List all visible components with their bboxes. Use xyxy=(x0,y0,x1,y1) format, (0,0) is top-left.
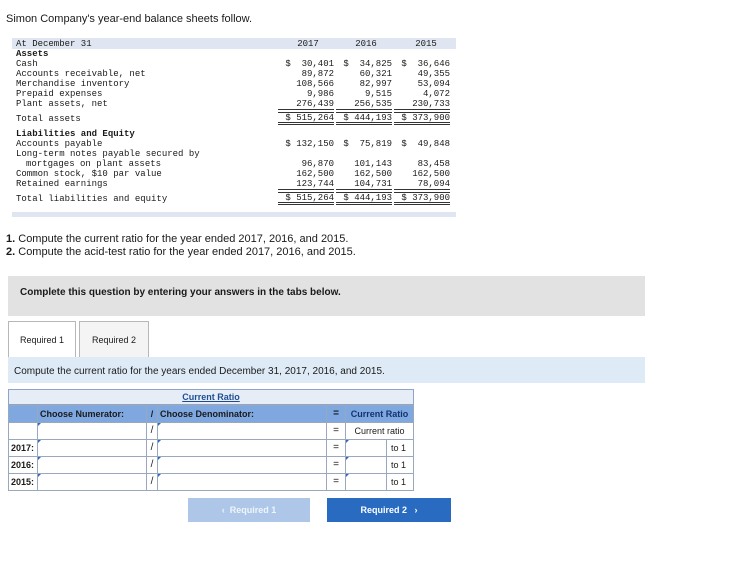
slash: / xyxy=(146,456,158,474)
value: 162,500 xyxy=(296,169,334,179)
row-label: Common stock, $10 par value xyxy=(16,169,162,179)
assets-heading: Assets xyxy=(16,49,49,59)
year-label-2015: 2015: xyxy=(11,477,35,487)
equals: = xyxy=(326,473,346,491)
slash-header: / xyxy=(146,405,158,423)
row-merchandise-inventory xyxy=(12,79,456,89)
value: 276,439 xyxy=(278,99,334,110)
row-total-liabilities xyxy=(12,192,456,206)
equals: = xyxy=(326,422,346,440)
row-common-stock xyxy=(12,169,456,179)
value: 101,143 xyxy=(354,159,392,169)
header-label: At December 31 xyxy=(16,39,92,49)
balance-sheet-footer-bar xyxy=(12,212,456,217)
row-prepaid-expenses xyxy=(12,89,456,99)
value: 162,500 xyxy=(354,169,392,179)
row-label: Prepaid expenses xyxy=(16,89,103,99)
to1-cell xyxy=(386,456,414,474)
value: 60,321 xyxy=(359,69,392,79)
year-cell-2016 xyxy=(8,456,38,474)
prev-button-label: Required 1 xyxy=(229,505,277,515)
row-long-term-notes xyxy=(12,149,456,159)
grid-title: Current Ratio xyxy=(8,389,414,405)
row-plant-assets xyxy=(12,99,456,109)
liabilities-heading: Liabilities and Equity xyxy=(16,129,135,139)
value: 230,733 xyxy=(394,99,450,110)
row-label: Accounts payable xyxy=(16,139,103,149)
value: 53,094 xyxy=(417,79,450,89)
value: $ 515,264 xyxy=(278,192,334,205)
row-cash xyxy=(12,59,456,69)
row-label: Long-term notes payable secured by xyxy=(16,149,200,159)
year-cell-2015 xyxy=(8,473,38,491)
value: 78,094 xyxy=(394,179,450,190)
row-total-assets xyxy=(12,112,456,126)
year-2016: 2016 xyxy=(355,39,377,49)
numerator-input-2016[interactable] xyxy=(37,456,147,474)
slash: / xyxy=(146,473,158,491)
question-2 xyxy=(6,246,356,258)
to1-cell xyxy=(386,473,414,491)
value: 104,731 xyxy=(336,179,392,190)
row-accounts-payable xyxy=(12,139,456,149)
numerator-input-2015[interactable] xyxy=(37,473,147,491)
tab-required-1[interactable]: Required 1 xyxy=(8,321,76,358)
value: 9,515 xyxy=(364,89,392,99)
numerator-header: Choose Numerator: xyxy=(37,405,147,423)
row-label: Cash xyxy=(16,59,38,69)
row-label: Total assets xyxy=(16,114,81,124)
complete-banner-text: Complete this question by entering your answers in the tabs below. xyxy=(20,287,341,298)
ratio-input-2016[interactable] xyxy=(345,456,387,474)
chevron-left-icon: ‹ xyxy=(221,505,225,515)
year-cell-2017 xyxy=(8,439,38,457)
to1-cell xyxy=(386,439,414,457)
intro-text: Simon Company's year-end balance sheets follow. xyxy=(6,13,253,25)
row-label: Total liabilities and equity xyxy=(16,194,168,204)
year-label-2017: 2017: xyxy=(11,443,35,453)
row-label: Retained earnings xyxy=(16,179,108,189)
value: $ 132,150 xyxy=(285,139,334,149)
denominator-input-2015[interactable] xyxy=(157,473,327,491)
value: $ 49,848 xyxy=(401,139,450,149)
tab-required-2[interactable]: Required 2 xyxy=(79,321,149,358)
header-blank xyxy=(8,405,38,423)
value: 83,458 xyxy=(417,159,450,169)
value: 4,072 xyxy=(422,89,450,99)
row-accounts-receivable xyxy=(12,69,456,79)
next-required-2-button[interactable] xyxy=(327,498,451,522)
instruction-text: Compute the current ratio for the years ended December 31, 2017, 2016, and 2015. xyxy=(14,366,385,377)
question-1-number: 1. xyxy=(6,233,16,245)
to1-label: to 1 xyxy=(391,477,407,487)
ratio-input-2015[interactable] xyxy=(345,473,387,491)
complete-banner xyxy=(8,276,645,316)
value: $ 515,264 xyxy=(278,112,334,125)
year-2015: 2015 xyxy=(415,39,437,49)
question-1 xyxy=(6,233,348,245)
result-subheader: Current ratio xyxy=(345,422,414,440)
instruction-bar xyxy=(8,357,645,383)
slash: / xyxy=(146,422,158,440)
question-2-number: 2. xyxy=(6,246,16,258)
row-label: Plant assets, net xyxy=(16,99,108,109)
slash: / xyxy=(146,439,158,457)
value: 123,744 xyxy=(278,179,334,190)
equals-header: = xyxy=(326,405,346,423)
value: $ 373,900 xyxy=(394,192,450,205)
equals: = xyxy=(326,439,346,457)
prev-required-1-button[interactable] xyxy=(188,498,310,522)
numerator-label-input[interactable] xyxy=(37,422,147,440)
denominator-header: Choose Denominator: xyxy=(157,405,327,423)
value: 9,986 xyxy=(306,89,334,99)
value: 108,566 xyxy=(296,79,334,89)
to1-label: to 1 xyxy=(391,460,407,470)
value: 162,500 xyxy=(412,169,450,179)
value: $ 30,401 xyxy=(285,59,334,69)
question-2-text: Compute the acid-test ratio for the year ended 2017, 2016, and 2015. xyxy=(15,246,356,258)
value: 89,872 xyxy=(301,69,334,79)
value: $ 373,900 xyxy=(394,112,450,125)
row-label: Merchandise inventory xyxy=(16,79,130,89)
equals: = xyxy=(326,456,346,474)
row-label: Accounts receivable, net xyxy=(16,69,146,79)
year-label-2016: 2016: xyxy=(11,460,35,470)
numerator-input-2017[interactable] xyxy=(37,439,147,457)
value: 96,870 xyxy=(301,159,334,169)
result-header: Current Ratio xyxy=(345,405,414,423)
ratio-input-2017[interactable] xyxy=(345,439,387,457)
value: $ 34,825 xyxy=(343,59,392,69)
value: $ 75,819 xyxy=(343,139,392,149)
value: $ 444,193 xyxy=(336,192,392,205)
value: $ 36,646 xyxy=(401,59,450,69)
next-button-label: Required 2 xyxy=(360,505,407,515)
subheader-blank xyxy=(8,422,38,440)
value: 82,997 xyxy=(359,79,392,89)
row-retained-earnings xyxy=(12,179,456,189)
value: $ 444,193 xyxy=(336,112,392,125)
chevron-right-icon: › xyxy=(414,505,418,515)
denominator-input-2017[interactable] xyxy=(157,439,327,457)
balance-sheet xyxy=(12,38,456,217)
denominator-input-2016[interactable] xyxy=(157,456,327,474)
year-2017: 2017 xyxy=(297,39,319,49)
denominator-label-input[interactable] xyxy=(157,422,327,440)
row-label: mortgages on plant assets xyxy=(26,159,162,169)
row-mortgages xyxy=(12,159,456,169)
balance-sheet-header xyxy=(12,38,456,49)
value: 256,535 xyxy=(336,99,392,110)
value: 49,355 xyxy=(417,69,450,79)
question-1-text: Compute the current ratio for the year ended 2017, 2016, and 2015. xyxy=(15,233,349,245)
to1-label: to 1 xyxy=(391,443,407,453)
